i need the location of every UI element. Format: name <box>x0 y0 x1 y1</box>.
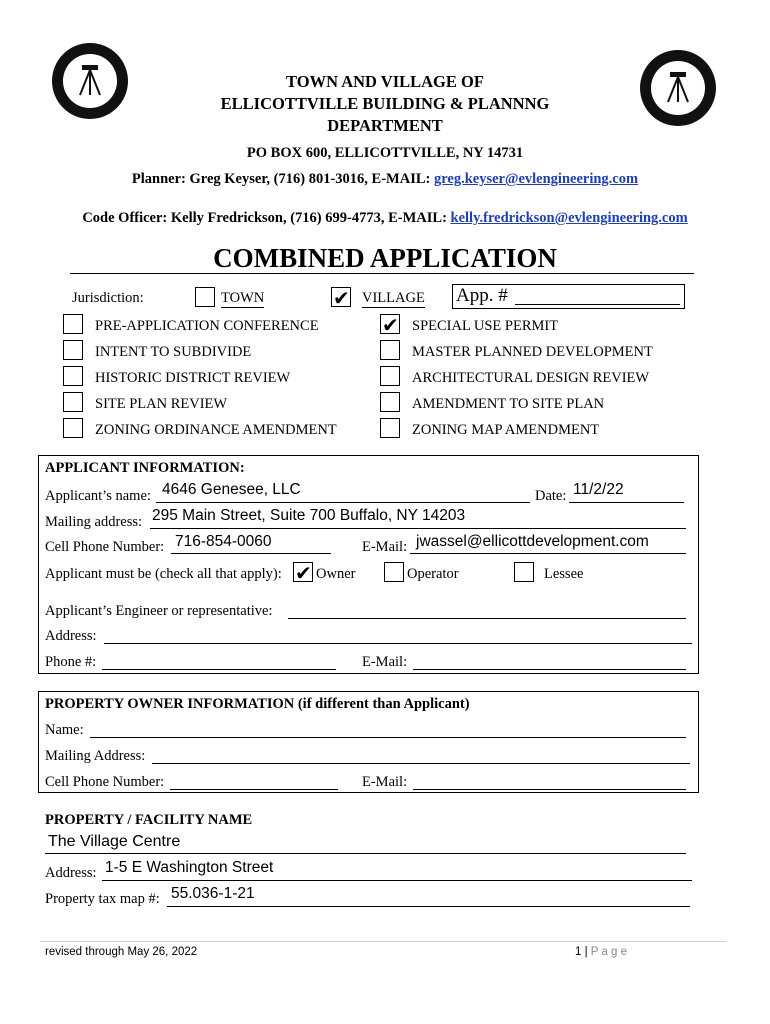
pre-application-checkbox[interactable] <box>63 314 83 334</box>
operator-label: Operator <box>407 566 459 582</box>
tax-map-line <box>167 906 690 907</box>
master-planned-label: MASTER PLANNED DEVELOPMENT <box>412 344 653 360</box>
zoning-ordinance-label: ZONING ORDINANCE AMENDMENT <box>95 422 337 438</box>
cell-phone-line <box>171 553 331 554</box>
planner-text: Planner: Greg Keyser, (716) 801-3016, E-MAIL: <box>131 171 434 187</box>
architectural-review-label: ARCHITECTURAL DESIGN REVIEW <box>412 370 650 386</box>
property-owner-heading: PROPERTY OWNER INFORMATION (if different than Applicant) <box>45 696 470 712</box>
owner-mailing-label: Mailing Address: <box>45 748 146 764</box>
facility-name-field[interactable]: The Village Centre <box>48 833 181 850</box>
date-field[interactable]: 11/2/22 <box>573 481 624 498</box>
code-officer-line <box>0 210 770 227</box>
intent-subdivide-label: INTENT TO SUBDIVIDE <box>95 344 252 360</box>
applicant-name-label: Applicant’s name: <box>45 488 151 504</box>
app-number-field[interactable] <box>452 284 685 309</box>
owner-name-field[interactable] <box>90 737 686 738</box>
date-label: Date: <box>535 488 567 504</box>
revised-note: revised through May 26, 2022 <box>45 946 198 958</box>
cell-phone-label: Cell Phone Number: <box>45 539 165 555</box>
facility-heading: PROPERTY / FACILITY NAME <box>45 812 253 828</box>
email-field[interactable]: jwassel@ellicottdevelopment.com <box>416 533 649 550</box>
applicant-heading: APPLICANT INFORMATION: <box>45 460 245 476</box>
applicant-must-be-label: Applicant must be (check all that apply): <box>45 566 282 582</box>
pre-application-label: PRE-APPLICATION CONFERENCE <box>95 318 319 334</box>
village-check-mark: ✔ <box>333 286 350 310</box>
operator-checkbox[interactable] <box>384 562 404 582</box>
footer-divider <box>40 941 726 942</box>
zoning-ordinance-checkbox[interactable] <box>63 418 83 438</box>
engineer-field[interactable] <box>288 618 686 619</box>
app-number-line <box>515 304 680 305</box>
engineer-phone-field[interactable] <box>102 669 336 670</box>
special-use-permit-label: SPECIAL USE PERMIT <box>412 318 559 334</box>
title-line-3: DEPARTMENT <box>327 116 443 135</box>
engineer-email-field[interactable] <box>413 669 686 670</box>
special-use-check-mark: ✔ <box>382 313 399 337</box>
code-officer-text: Code Officer: Kelly Fredrickson, (716) 699-4773, E-MAIL: <box>82 210 451 226</box>
mailing-address-line <box>150 528 686 529</box>
form-title: COMBINED APPLICATION <box>213 243 557 273</box>
engineer-address-field[interactable] <box>104 643 692 644</box>
site-plan-review-label: SITE PLAN REVIEW <box>95 396 228 412</box>
planner-line <box>0 171 770 188</box>
department-title <box>0 71 770 137</box>
page-word: P a g e <box>590 946 628 958</box>
page-number <box>575 946 627 958</box>
date-line <box>569 502 684 503</box>
architectural-review-checkbox[interactable] <box>380 366 400 386</box>
owner-cell-label: Cell Phone Number: <box>45 774 165 790</box>
email-line <box>410 553 686 554</box>
title-line-2: ELLICOTTVILLE BUILDING & PLANNNG <box>220 94 550 113</box>
mailing-address-field[interactable]: 295 Main Street, Suite 700 Buffalo, NY 14203 <box>152 507 466 524</box>
engineer-email-label: E-Mail: <box>362 654 408 670</box>
code-officer-email-link[interactable]: kelly.fredrickson@evlengineering.com <box>450 210 688 226</box>
site-plan-review-checkbox[interactable] <box>63 392 83 412</box>
engineer-address-label: Address: <box>45 628 97 644</box>
owner-mailing-field[interactable] <box>152 763 690 764</box>
facility-name-line <box>45 853 686 854</box>
app-number-label: App. # <box>456 285 508 306</box>
jurisdiction-label: Jurisdiction: <box>72 290 144 306</box>
lessee-checkbox[interactable] <box>514 562 534 582</box>
planner-email-link[interactable]: greg.keyser@evlengineering.com <box>433 171 639 187</box>
owner-name-label: Name: <box>45 722 84 738</box>
facility-address-label: Address: <box>45 865 97 881</box>
intent-subdivide-checkbox[interactable] <box>63 340 83 360</box>
engineer-label: Applicant’s Engineer or representative: <box>45 603 273 619</box>
applicant-name-line <box>156 502 530 503</box>
amendment-site-plan-label: AMENDMENT TO SITE PLAN <box>412 396 605 412</box>
page-separator: | <box>581 946 591 958</box>
village-label: VILLAGE <box>362 290 425 306</box>
applicant-name-field[interactable]: 4646 Genesee, LLC <box>162 481 301 498</box>
lessee-label: Lessee <box>544 566 584 582</box>
town-checkbox[interactable] <box>195 287 215 307</box>
historic-district-label: HISTORIC DISTRICT REVIEW <box>95 370 291 386</box>
email-label: E-Mail: <box>362 539 408 555</box>
page-number-value: 1 <box>575 946 582 958</box>
title-divider <box>70 273 694 274</box>
owner-cell-field[interactable] <box>170 789 338 790</box>
owner-email-field[interactable] <box>413 789 686 790</box>
cell-phone-field[interactable]: 716-854-0060 <box>175 533 272 550</box>
tax-map-field[interactable]: 55.036-1-21 <box>171 885 255 902</box>
town-label: TOWN <box>221 290 265 306</box>
zoning-map-checkbox[interactable] <box>380 418 400 438</box>
facility-address-line <box>102 880 692 881</box>
historic-district-checkbox[interactable] <box>63 366 83 386</box>
amendment-site-plan-checkbox[interactable] <box>380 392 400 412</box>
owner-check-mark: ✔ <box>295 561 312 585</box>
owner-label: Owner <box>316 566 356 582</box>
tax-map-label: Property tax map #: <box>45 891 160 907</box>
engineer-phone-label: Phone #: <box>45 654 97 670</box>
owner-email-label: E-Mail: <box>362 774 408 790</box>
title-line-1: TOWN AND VILLAGE OF <box>286 72 484 91</box>
zoning-map-label: ZONING MAP AMENDMENT <box>412 422 600 438</box>
facility-address-field[interactable]: 1-5 E Washington Street <box>105 859 274 876</box>
master-planned-checkbox[interactable] <box>380 340 400 360</box>
mailing-address-label: Mailing address: <box>45 514 143 530</box>
po-box-address: PO BOX 600, ELLICOTTVILLE, NY 14731 <box>246 145 524 161</box>
